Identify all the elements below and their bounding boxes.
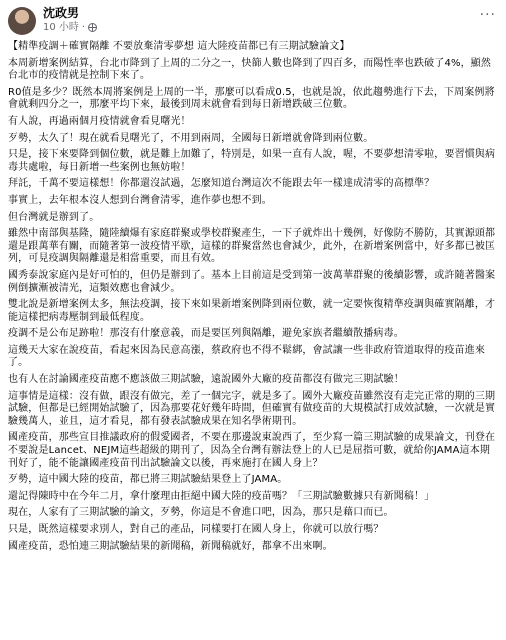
paragraph: 疫調不是公布足跡啦！那沒有什麼意義，而是要匡列與隔離，避免家族者繼續散播病毒。 <box>8 328 404 340</box>
more-options-button[interactable]: ··· <box>479 7 496 23</box>
globe-icon[interactable] <box>88 23 97 32</box>
paragraph: 現在，人家有了三期試驗的論文，歹勢，你這是不會進口吧，因為，那只是藉口而已。 <box>8 507 394 519</box>
post-meta <box>43 21 97 34</box>
author-avatar[interactable] <box>8 7 36 35</box>
post-header <box>8 6 498 40</box>
paragraph: 只是，接下來要降到個位數，就是難上加難了，特別是，如果一直有人說，喔，不要夢想清零啦，要習慣與病毒共處啦，每日新增一些案例也無妨啦！ <box>8 149 496 173</box>
paragraph: 本周新增案例結算，台北市降到了上周的二分之一，快篩人數也降到了四百多，而陽性率也跌破了4%，顯然台北市的疫情就是控制下來了。 <box>8 57 492 82</box>
paragraph: 【精準疫調＋確實隔離 不要放棄清零夢想 這大陸疫苗都已有三期試驗論文】 <box>8 41 350 52</box>
paragraph: 國產疫苗，那些宣目推議政府的假愛國者，不要在那邊說東說西了，至少寫一篇三期試驗的成果論文，刊登在不要說是Lancet、NEJM這些超級的期刊了，因為全台灣有辦法登上的人已是屈指可數，就給你JAMA這本期刊好了，能不能讓國產疫苗刊出試驗論文以後，再來施打在國人身上？ <box>8 432 496 469</box>
paragraph: 事實上，去年根本沒人想到台灣會清零，進作夢也想不到。 <box>8 194 272 206</box>
post-timestamp[interactable]: 10 小時 <box>43 22 79 33</box>
paragraph: 這幾天大家在說疫苗，看起來因為民意高漲，蔡政府也不得不鬆綁，會試讓一些非政府管道取得的疫苗進來了。 <box>8 344 486 369</box>
paragraph: R0值是多少？既然本周將案例是上周的一半，那麼可以看成0.5，也就是說，依此趨勢進行下去，下周案例將會就剩四分之一，那麼平均下來，最後到周末就會看到每日新增跌破三位數。 <box>8 86 495 111</box>
author-block <box>43 6 97 34</box>
meta-separator: · <box>81 22 86 33</box>
paragraph: 拜託，千萬不要這樣想！你都還沒試過，怎麼知道台灣這次不能跟去年一樣達成清零的高標準？ <box>8 178 435 190</box>
post-content <box>8 41 498 553</box>
paragraph: 這事情是這樣：沒有做，跟沒有做完，差了一個完字，就是多了。國外大廠疫苗雖然沒有走完正常的期的三期試驗，但都是已經開始試驗了，因為那要花好幾年時間，但確實有做疫苗的大規模試打成效試驗，一次就是實驗幾萬人，並且，這才看見，都有發表試驗成果在知名學術期刊。 <box>8 390 496 427</box>
paragraph: 國秀泰說家庭內是好可怕的，但仍是辦到了。基本上目前這是受到第一波萬華群聚的後續影響，或許隨著醫案例倒擴漸被清光，這類效應也會減少。 <box>8 269 496 294</box>
paragraph: 只是，既然這樣要求別人，對自己的產品，同樣要打在國人身上，你就可以放行嗎？ <box>8 524 384 535</box>
paragraph: 雙北說是新增案例太多，無法疫調，接下來如果新增案例降到兩位數，就一定要恢復精準疫調與確實隔離，才能這樣把病毒壓制到最低程度。 <box>8 299 496 323</box>
paragraph: 國產疫苗，恐怕連三期試驗結果的新聞稿，新聞稿就好，都拿不出來啊。 <box>8 540 333 552</box>
paragraph: 有人說，再過兩個月疫情就會看見曙光！ <box>8 115 191 127</box>
paragraph: 歹勢，太久了！現在就看見曙光了，不用到兩周，全國每日新增就會降到兩位數。 <box>8 132 374 144</box>
paragraph: 也有人在討論國產疫苗應不應該做三期試驗，遠說國外大廠的疫苗都沒有做完三期試驗！ <box>8 374 404 386</box>
paragraph: 歹勢，這中國大陸的疫苗，都已將三期試驗結果登上了JAMA。 <box>8 474 288 486</box>
paragraph: 但台灣就是辦到了。 <box>8 211 100 223</box>
paragraph: 還記得陳時中在今年二月，拿什麼理由拒絕中國大陸的疫苗嗎？「三期試驗數據只有新聞稿！」 <box>8 490 435 502</box>
author-name[interactable]: 沈政男 <box>43 6 80 20</box>
paragraph: 雖然中南部與基隆，隨陸續爆有家庭群聚或學校群聚產生，一下子就炸出十幾例，好像防不勝防，其實源頭都還是跟萬華有關，而隨著第一波疫情平歇，這樣的群聚當然也會減少，此外，在新增案例當中，好多都已被匡列，可見疫調與隔離還是相當重要，而且有效。 <box>8 228 496 265</box>
